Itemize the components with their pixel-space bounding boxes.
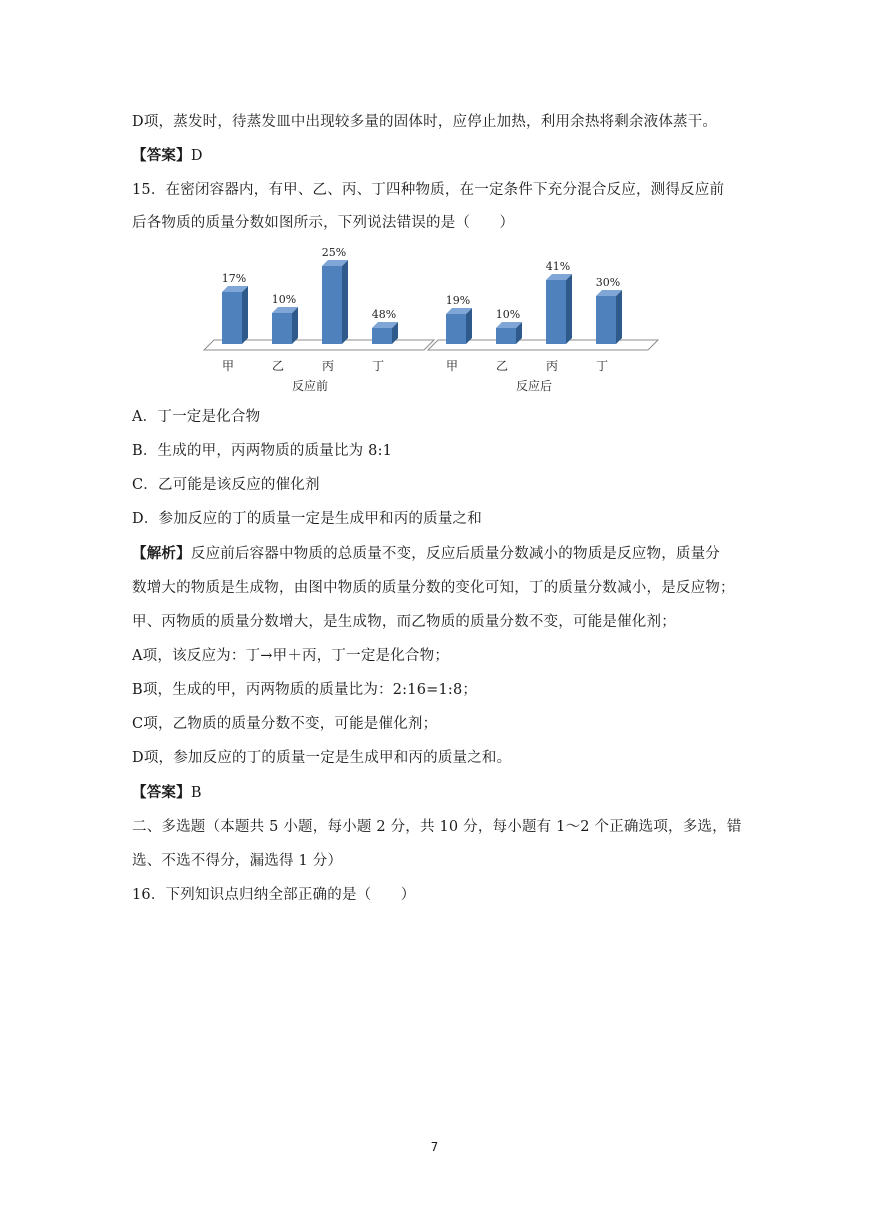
data-label: 17% (221, 272, 247, 285)
bar-side (566, 274, 572, 344)
data-label: 25% (321, 246, 347, 259)
option-d: D．参加反应的丁的质量一定是生成甲和丙的质量之和 (132, 511, 482, 527)
data-label: 48% (371, 308, 397, 321)
analysis-line-5: B项，生成的甲，丙两物质的质量比为：2:16=1:8； (132, 682, 478, 698)
category-label: 甲 (445, 359, 459, 373)
section-2-heading-line-1: 二、多选题（本题共 5 小题，每小题 2 分，共 10 分，每小题有 1～2 个正确选项，多选，错 (132, 819, 742, 835)
bar-side (342, 260, 348, 344)
bar (222, 292, 242, 344)
answer-line (132, 146, 203, 166)
analysis-text: 反应前后容器中物质的总质量不变，反应后质量分数减小的物质是反应物，质量分 (190, 546, 721, 562)
category-label: 丙 (545, 359, 559, 373)
category-label: 乙 (495, 359, 509, 373)
bar (596, 296, 616, 344)
analysis-line-2: 数增大的物质是生成物，由图中物质的质量分数的变化可知，丁的质量分数减小，是反应物； (132, 580, 735, 596)
data-label: 41% (545, 260, 571, 273)
bar-side (242, 286, 248, 344)
analysis-line-3: 甲、丙物质的质量分数增大，是生成物，而乙物质的质量分数不变，可能是催化剂； (132, 614, 676, 630)
bar (546, 280, 566, 344)
x-axis-label: 反应前 (291, 379, 329, 393)
analysis-tag: 【解析】 (132, 545, 191, 562)
bar-side (466, 308, 472, 344)
bar-side (616, 290, 622, 344)
option-a: A．丁一定是化合物 (132, 409, 261, 425)
answer-value: B (190, 785, 202, 801)
bar (446, 314, 466, 344)
data-label: 19% (445, 294, 471, 307)
analysis-line-7: D项，参加反应的丁的质量一定是生成甲和丙的质量之和。 (132, 750, 512, 766)
category-label: 丁 (371, 359, 385, 373)
analysis-line-4: A项，该反应为：丁→甲＋丙，丁一定是化合物； (132, 648, 450, 664)
bar (496, 328, 516, 344)
category-label: 丁 (595, 359, 609, 373)
category-label: 甲 (221, 359, 235, 373)
bar-side (292, 307, 298, 344)
answer-value: D (190, 148, 203, 164)
question-15-line-2: 后各物质的质量分数如图所示，下列说法错误的是（ ） (132, 215, 515, 231)
category-label: 丙 (321, 359, 335, 373)
option-c: C．乙可能是该反应的催化剂 (132, 477, 320, 493)
section-2-heading-line-2: 选、不选不得分，漏选得 1 分） (132, 853, 343, 869)
data-label: 10% (271, 293, 297, 306)
question-15-line-1: 15．在密闭容器内，有甲、乙、丙、丁四种物质，在一定条件下充分混合反应，测得反应前 (132, 182, 725, 198)
x-axis-label: 反应后 (515, 379, 553, 393)
bar (272, 313, 292, 344)
option-b: B．生成的甲，丙两物质的质量比为 8:1 (132, 443, 393, 459)
data-label: 10% (495, 308, 521, 321)
bar-charts-svg (196, 244, 656, 394)
bar-charts-figure (196, 244, 656, 394)
answer-line-2 (132, 783, 202, 803)
bar (372, 328, 392, 344)
question-16: 16．下列知识点归纳全部正确的是（ ） (132, 887, 416, 903)
bar (322, 266, 342, 344)
page-number: 7 (430, 1140, 439, 1154)
text-line: D项，蒸发时，待蒸发皿中出现较多量的固体时，应停止加热，利用余热将剩余液体蒸干。 (132, 114, 718, 130)
category-label: 乙 (271, 359, 285, 373)
analysis-line-6: C项，乙物质的质量分数不变，可能是催化剂； (132, 716, 438, 732)
data-label: 30% (595, 276, 621, 289)
answer-tag: 【答案】 (132, 784, 191, 801)
analysis-line-1 (132, 544, 720, 564)
answer-tag: 【答案】 (132, 147, 191, 164)
